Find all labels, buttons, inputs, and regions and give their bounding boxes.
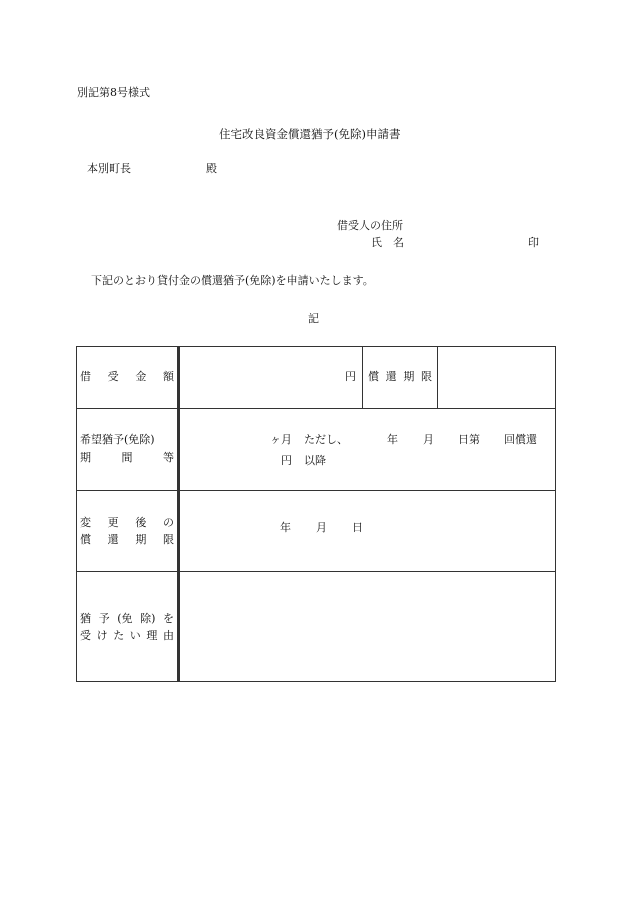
deferment-period-label: 希望猶予(免除) — [80, 433, 155, 446]
loan-amount-yen-unit: 円 — [345, 370, 356, 383]
applicant-name-label: 氏 名 — [371, 236, 404, 249]
table-row-divider — [76, 571, 556, 572]
deferment-period-label-line2: 期 間 等 — [80, 451, 174, 464]
table-border-top — [76, 346, 556, 347]
ki-heading: 記 — [308, 312, 319, 325]
months-unit: ヶ月 — [270, 433, 292, 446]
yen-unit: 円 — [281, 454, 292, 467]
table-border-bottom — [76, 681, 556, 682]
table-border-left — [76, 346, 77, 682]
table-label-divider — [177, 346, 180, 682]
onward-text: 以降 — [304, 454, 326, 467]
revised-month-unit: 月 — [316, 521, 327, 534]
addressee-honorific: 殿 — [206, 162, 217, 175]
form-number: 別記第8号様式 — [77, 86, 150, 99]
addressee-name: 本別町長 — [87, 162, 131, 175]
year-unit: 年 — [387, 433, 398, 446]
table-cell-divider — [437, 346, 438, 409]
proviso-text: ただし、 — [304, 433, 348, 446]
month-unit: 月 — [423, 433, 434, 446]
table-border-right — [555, 346, 556, 682]
revised-year-unit: 年 — [280, 521, 291, 534]
table-row-divider — [76, 408, 556, 409]
reason-label-line2: 受 け た い 理 由 — [80, 629, 174, 642]
table-row-divider — [76, 490, 556, 491]
document-title: 住宅改良資金償還猶予(免除)申請書 — [219, 127, 401, 141]
installment-unit: 回償還 — [504, 433, 537, 446]
revised-deadline-label-line2: 償 還 期 限 — [80, 533, 174, 546]
loan-amount-label: 借 受 金 額 — [80, 370, 174, 383]
reason-label: 猶 予 (免 除) を — [80, 612, 174, 625]
applicant-address-label: 借受人の住所 — [337, 219, 403, 232]
revised-deadline-label: 変 更 後 の — [80, 516, 174, 529]
day-ordinal-unit: 日第 — [458, 433, 480, 446]
table-cell-divider — [362, 346, 363, 409]
statement: 下記のとおり貸付金の償還猶予(免除)を申請いたします。 — [91, 274, 374, 287]
seal-label: 印 — [528, 236, 539, 249]
revised-day-unit: 日 — [352, 521, 363, 534]
repayment-deadline-label: 償 還 期 限 — [368, 370, 432, 383]
